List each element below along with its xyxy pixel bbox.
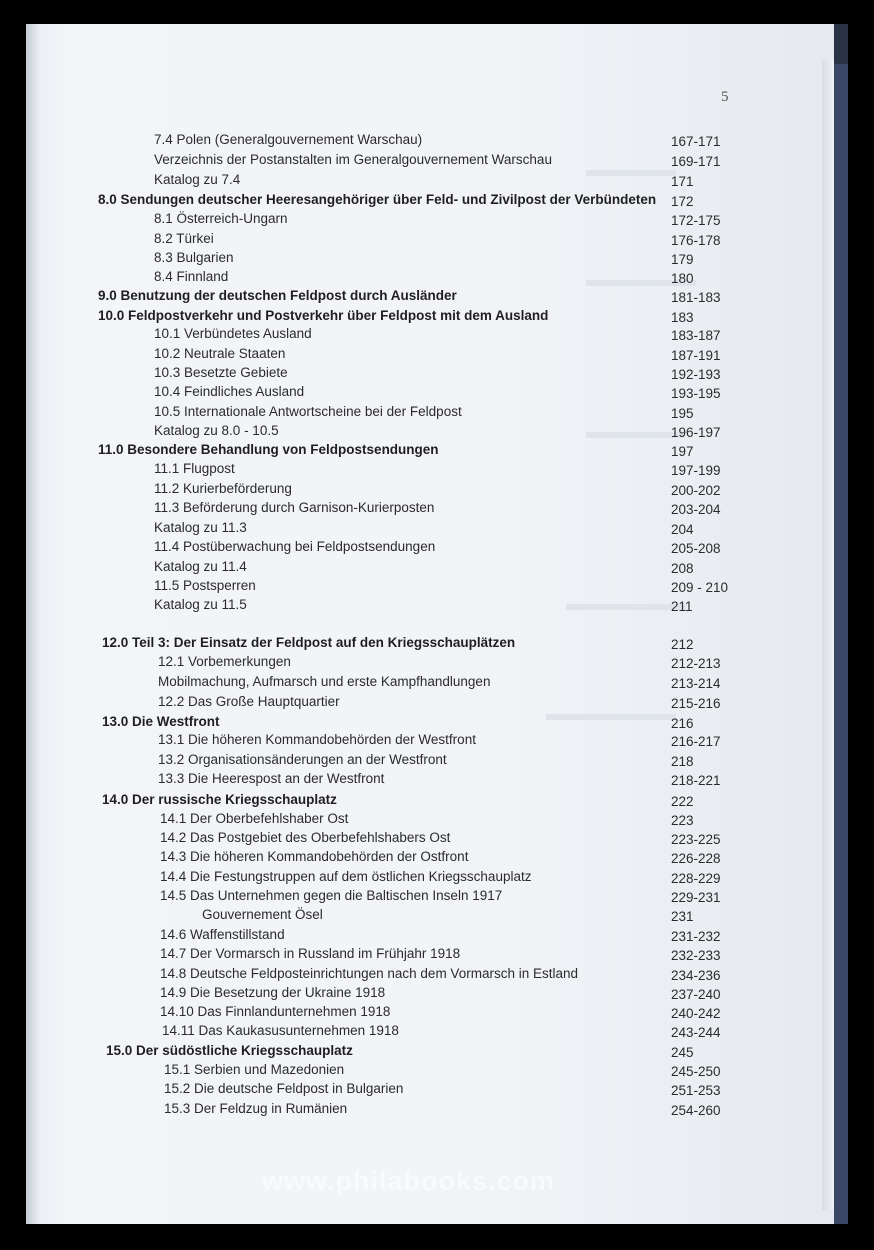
toc-entry-page: 240-242 <box>671 1006 721 1021</box>
toc-entry-title: Katalog zu 11.4 <box>154 559 247 574</box>
toc-entry-title: 14.1 Der Oberbefehlshaber Ost <box>160 811 349 826</box>
toc-entry-page: 200-202 <box>671 483 721 498</box>
toc-entry-page: 171 <box>671 174 694 189</box>
toc-entry-page: 222 <box>671 794 694 809</box>
toc-entry-title: Katalog zu 7.4 <box>154 172 241 187</box>
toc-entry-title: Mobilmachung, Aufmarsch und erste Kampfhandlungen <box>158 674 491 689</box>
toc-entry-title: Verzeichnis der Postanstalten im Generalgouvernement Warschau <box>154 152 552 167</box>
toc-entry-title: 14.4 Die Festungstruppen auf dem östlichen Kriegsschauplatz <box>160 869 532 884</box>
toc-entry-title: Katalog zu 8.0 - 10.5 <box>154 423 279 438</box>
toc-entry-title: 11.5 Postsperren <box>154 578 256 593</box>
toc-entry-page: 176-178 <box>671 233 721 248</box>
toc-entry-title: 11.3 Beförderung durch Garnison-Kurierposten <box>154 500 435 515</box>
toc-entry-title: 12.0 Teil 3: Der Einsatz der Feldpost auf den Kriegsschauplätzen <box>102 635 516 650</box>
toc-entry-title: 12.2 Das Große Hauptquartier <box>158 694 340 709</box>
toc-entry-row <box>26 578 834 598</box>
toc-entry-title: 11.1 Flugpost <box>154 461 235 476</box>
toc-entry-title: 9.0 Benutzung der deutschen Feldpost durch Ausländer <box>98 288 457 303</box>
toc-entry-row <box>26 946 834 966</box>
toc-entry-page: 232-233 <box>671 948 721 963</box>
toc-entry-title: 11.2 Kurierbeförderung <box>154 481 292 496</box>
toc-entry-page: 197 <box>671 444 694 459</box>
toc-entry-title: 13.2 Organisationsänderungen an der Westfront <box>158 752 447 767</box>
toc-entry-page: 223-225 <box>671 832 721 847</box>
toc-heading-row <box>26 635 834 655</box>
toc-entry-page: 237-240 <box>671 987 721 1002</box>
toc-entry-page: 226-228 <box>671 851 721 866</box>
book-page <box>26 24 834 1224</box>
toc-entry-page: 197-199 <box>671 463 721 478</box>
toc-entry-row <box>26 732 834 752</box>
page-number: 5 <box>721 89 729 105</box>
toc-entry-row <box>26 1101 834 1121</box>
toc-entry-title: 10.2 Neutrale Staaten <box>154 346 286 361</box>
toc-entry-title: Gouvernement Ösel <box>202 907 323 922</box>
toc-entry-page: 208 <box>671 561 694 576</box>
toc-heading-row <box>26 1043 834 1063</box>
toc-heading-row <box>26 288 834 308</box>
toc-entry-title: 15.3 Der Feldzug in Rumänien <box>164 1101 348 1116</box>
toc-entry-row <box>26 326 834 346</box>
toc-entry-page: 195 <box>671 406 694 421</box>
toc-entry-row <box>26 250 834 270</box>
toc-entry-page: 218-221 <box>671 773 721 788</box>
toc-entry-page: 193-195 <box>671 386 721 401</box>
watermark: www.philabooks.com <box>262 1166 556 1196</box>
toc-entry-row <box>26 269 834 289</box>
toc-entry-row <box>26 849 834 869</box>
toc-entry-title: 8.4 Finnland <box>154 269 229 284</box>
toc-entry-row <box>26 1004 834 1024</box>
toc-entry-row <box>26 869 834 889</box>
toc-entry-title: 10.0 Feldpostverkehr und Postverkehr über Feldpost mit dem Ausland <box>98 308 549 323</box>
toc-entry-row <box>26 811 834 831</box>
toc-entry-row <box>26 888 834 908</box>
toc-entry-row <box>26 597 834 617</box>
toc-entry-row <box>26 423 834 443</box>
toc-entry-row <box>26 1081 834 1101</box>
toc-heading-row <box>26 308 834 328</box>
toc-entry-page: 181-183 <box>671 290 721 305</box>
toc-entry-row <box>26 927 834 947</box>
toc-entry-page: 234-236 <box>671 968 721 983</box>
toc-entry-page: 212 <box>671 637 694 652</box>
toc-entry-row <box>26 461 834 481</box>
toc-entry-title: 8.0 Sendungen deutscher Heeresangehöriger über Feld- und Zivilpost der Verbündeten <box>98 192 657 207</box>
toc-entry-row <box>26 1023 834 1043</box>
toc-entry-page: 223 <box>671 813 694 828</box>
toc-entry-title: 14.8 Deutsche Feldposteinrichtungen nach dem Vormarsch in Estland <box>160 966 578 981</box>
toc-entry-row <box>26 231 834 251</box>
toc-entry-row <box>26 500 834 520</box>
toc-entry-row <box>26 404 834 424</box>
toc-entry-title: 13.3 Die Heerespost an der Westfront <box>158 771 385 786</box>
toc-entry-page: 216-217 <box>671 734 721 749</box>
toc-entry-title: 14.6 Waffenstillstand <box>160 927 285 942</box>
toc-entry-title: 14.5 Das Unternehmen gegen die Baltischen Inseln 1917 <box>160 888 503 903</box>
toc-entry-row <box>26 674 834 694</box>
toc-entry-row <box>26 1062 834 1082</box>
toc-entry-title: 8.2 Türkei <box>154 231 214 246</box>
toc-entry-page: 212-213 <box>671 656 721 671</box>
toc-entry-row <box>26 907 834 927</box>
toc-entry-title: 13.0 Die Westfront <box>102 714 220 729</box>
toc-entry-row <box>26 985 834 1005</box>
toc-entry-page: 243-244 <box>671 1025 721 1040</box>
toc-entry-title: 14.3 Die höheren Kommandobehörden der Ostfront <box>160 849 469 864</box>
toc-entry-row <box>26 771 834 791</box>
toc-entry-row <box>26 694 834 714</box>
toc-entry-title: 10.5 Internationale Antwortscheine bei der Feldpost <box>154 404 462 419</box>
toc-entry-title: 11.0 Besondere Behandlung von Feldpostsendungen <box>98 442 439 457</box>
toc-entry-page: 183 <box>671 310 694 325</box>
toc-entry-title: 14.9 Die Besetzung der Ukraine 1918 <box>160 985 386 1000</box>
toc-entry-row <box>26 384 834 404</box>
toc-entry-page: 215-216 <box>671 696 721 711</box>
toc-entry-title: 8.3 Bulgarien <box>154 250 234 265</box>
toc-entry-row <box>26 520 834 540</box>
toc-entry-row <box>26 211 834 231</box>
toc-entry-page: 203-204 <box>671 502 721 517</box>
toc-entry-row <box>26 365 834 385</box>
toc-entry-page: 251-253 <box>671 1083 721 1098</box>
toc-entry-row <box>26 539 834 559</box>
toc-entry-page: 216 <box>671 716 694 731</box>
toc-entry-title: Katalog zu 11.3 <box>154 520 247 535</box>
book-photo <box>26 24 848 1224</box>
toc-entry-page: 245-250 <box>671 1064 721 1079</box>
toc-entry-title: 10.1 Verbündetes Ausland <box>154 326 312 341</box>
toc-entry-title: 15.1 Serbien und Mazedonien <box>164 1062 345 1077</box>
toc-entry-page: 179 <box>671 252 694 267</box>
toc-entry-page: 180 <box>671 271 694 286</box>
toc-entry-page: 172-175 <box>671 213 721 228</box>
toc-entry-page: 169-171 <box>671 154 721 169</box>
toc-entry-title: 10.3 Besetzte Gebiete <box>154 365 288 380</box>
toc-entry-page: 204 <box>671 522 694 537</box>
toc-entry-title: 10.4 Feindliches Ausland <box>154 384 305 399</box>
toc-entry-page: 196-197 <box>671 425 721 440</box>
toc-entry-row <box>26 481 834 501</box>
toc-heading-row <box>26 192 834 212</box>
toc-entry-page: 245 <box>671 1045 694 1060</box>
toc-entry-title: 7.4 Polen (Generalgouvernement Warschau) <box>154 132 423 147</box>
toc-entry-page: 205-208 <box>671 541 721 556</box>
toc-entry-page: 254-260 <box>671 1103 721 1118</box>
toc-entry-page: 183-187 <box>671 328 721 343</box>
toc-entry-page: 228-229 <box>671 871 721 886</box>
toc-entry-row <box>26 152 834 172</box>
toc-entry-title: 8.1 Österreich-Ungarn <box>154 211 288 226</box>
toc-entry-row <box>26 966 834 986</box>
toc-entry-title: 14.11 Das Kaukasusunternehmen 1918 <box>162 1023 399 1038</box>
toc-entry-title: 13.1 Die höheren Kommandobehörden der Westfront <box>158 732 476 747</box>
table-of-contents <box>26 24 834 1224</box>
toc-entry-title: 14.7 Der Vormarsch in Russland im Frühjahr 1918 <box>160 946 461 961</box>
toc-entry-page: 231-232 <box>671 929 721 944</box>
toc-entry-row <box>26 752 834 772</box>
toc-entry-page: 172 <box>671 194 694 209</box>
toc-entry-title: 14.10 Das Finnlandunternehmen 1918 <box>160 1004 391 1019</box>
toc-entry-row <box>26 559 834 579</box>
toc-entry-page: 218 <box>671 754 694 769</box>
toc-entry-row <box>26 172 834 192</box>
toc-entry-page: 229-231 <box>671 890 721 905</box>
toc-heading-row <box>26 442 834 462</box>
toc-entry-title: 14.2 Das Postgebiet des Oberbefehlshabers Ost <box>160 830 451 845</box>
toc-entry-page: 211 <box>671 599 693 614</box>
toc-entry-title: 12.1 Vorbemerkungen <box>158 654 291 669</box>
toc-entry-title: 11.4 Postüberwachung bei Feldpostsendungen <box>154 539 436 554</box>
toc-entry-row <box>26 654 834 674</box>
toc-entry-page: 187-191 <box>671 348 721 363</box>
toc-entry-title: 15.2 Die deutsche Feldpost in Bulgarien <box>164 1081 404 1096</box>
toc-entry-page: 167-171 <box>671 134 721 149</box>
toc-entry-page: 209 - 210 <box>671 580 729 595</box>
toc-entry-title: 14.0 Der russische Kriegsschauplatz <box>102 792 337 807</box>
toc-heading-row <box>26 792 834 812</box>
toc-entry-title: 15.0 Der südöstliche Kriegsschauplatz <box>106 1043 353 1058</box>
toc-entry-title: Katalog zu 11.5 <box>154 597 247 612</box>
toc-entry-page: 192-193 <box>671 367 721 382</box>
toc-entry-row <box>26 132 834 152</box>
toc-entry-row <box>26 346 834 366</box>
toc-entry-page: 213-214 <box>671 676 721 691</box>
toc-entry-page: 231 <box>671 909 694 924</box>
toc-entry-row <box>26 830 834 850</box>
toc-heading-row <box>26 714 834 734</box>
